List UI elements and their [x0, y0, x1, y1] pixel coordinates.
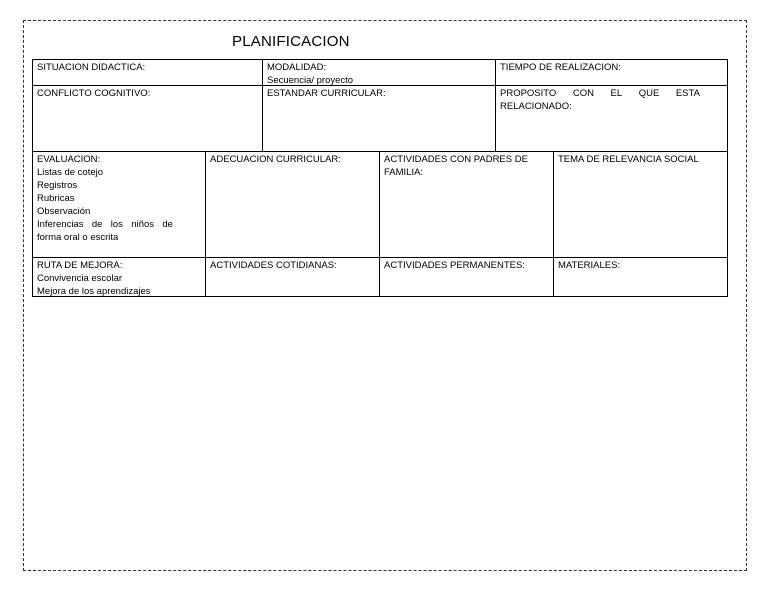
adecuacion-curricular-label: ADECUACION CURRICULAR:	[210, 154, 341, 165]
tema-relevancia-label: TEMA DE RELEVANCIA SOCIAL	[558, 154, 699, 165]
actividades-padres-cell[interactable]	[379, 151, 554, 258]
evaluacion-item-inferencias: Inferencias de los niños de	[37, 219, 173, 230]
ruta-mejora-item: Mejora de los aprendizajes	[37, 286, 151, 297]
evaluacion-item-inferencias-line2: forma oral o escrita	[37, 232, 119, 243]
ruta-mejora-label: RUTA DE MEJORA:	[37, 260, 123, 271]
estandar-curricular-label: ESTANDAR CURRICULAR:	[267, 88, 386, 99]
conflicto-cognitivo-label: CONFLICTO COGNITIVO:	[37, 88, 151, 99]
evaluacion-label: EVALUACION:	[37, 154, 101, 165]
ruta-mejora-item: Convivencia escolar	[37, 273, 123, 284]
materiales-cell[interactable]	[553, 257, 728, 297]
actividades-cotidianas-label: ACTIVIDADES COTIDIANAS:	[210, 260, 337, 271]
adecuacion-curricular-cell[interactable]	[205, 151, 380, 258]
tiempo-realizacion-label: TIEMPO DE REALIZACION:	[500, 62, 621, 73]
actividades-padres-label: ACTIVIDADES CON PADRES DE	[384, 154, 528, 165]
page-title: PLANIFICACION	[232, 33, 350, 50]
conflicto-cognitivo-cell[interactable]	[32, 85, 263, 152]
situacion-didactica-label: SITUACION DIDACTICA:	[37, 62, 146, 73]
ruta-mejora-cell[interactable]	[32, 257, 206, 297]
materiales-label: MATERIALES:	[558, 260, 621, 271]
tiempo-realizacion-cell[interactable]	[495, 59, 728, 86]
evaluacion-cell[interactable]	[32, 151, 206, 258]
evaluacion-item: Rubricas	[37, 193, 75, 204]
evaluacion-item: Registros	[37, 180, 78, 191]
modalidad-cell[interactable]	[262, 59, 496, 86]
actividades-cotidianas-cell[interactable]	[205, 257, 380, 297]
actividades-padres-label-line2: FAMILIA:	[384, 167, 424, 178]
situacion-didactica-cell[interactable]	[32, 59, 263, 86]
modalidad-value: Secuencia/ proyecto	[267, 75, 354, 86]
evaluacion-item: Observación	[37, 206, 91, 217]
tema-relevancia-cell[interactable]	[553, 151, 728, 258]
proposito-label: PROPOSITO CON EL QUE ESTA	[500, 88, 700, 99]
estandar-curricular-cell[interactable]	[262, 85, 496, 152]
proposito-label-line2: RELACIONADO:	[500, 101, 572, 112]
actividades-permanentes-label: ACTIVIDADES PERMANENTES:	[384, 260, 525, 271]
proposito-cell[interactable]	[495, 85, 728, 152]
modalidad-label: MODALIDAD:	[267, 62, 327, 73]
actividades-permanentes-cell[interactable]	[379, 257, 554, 297]
evaluacion-item: Listas de cotejo	[37, 167, 104, 178]
